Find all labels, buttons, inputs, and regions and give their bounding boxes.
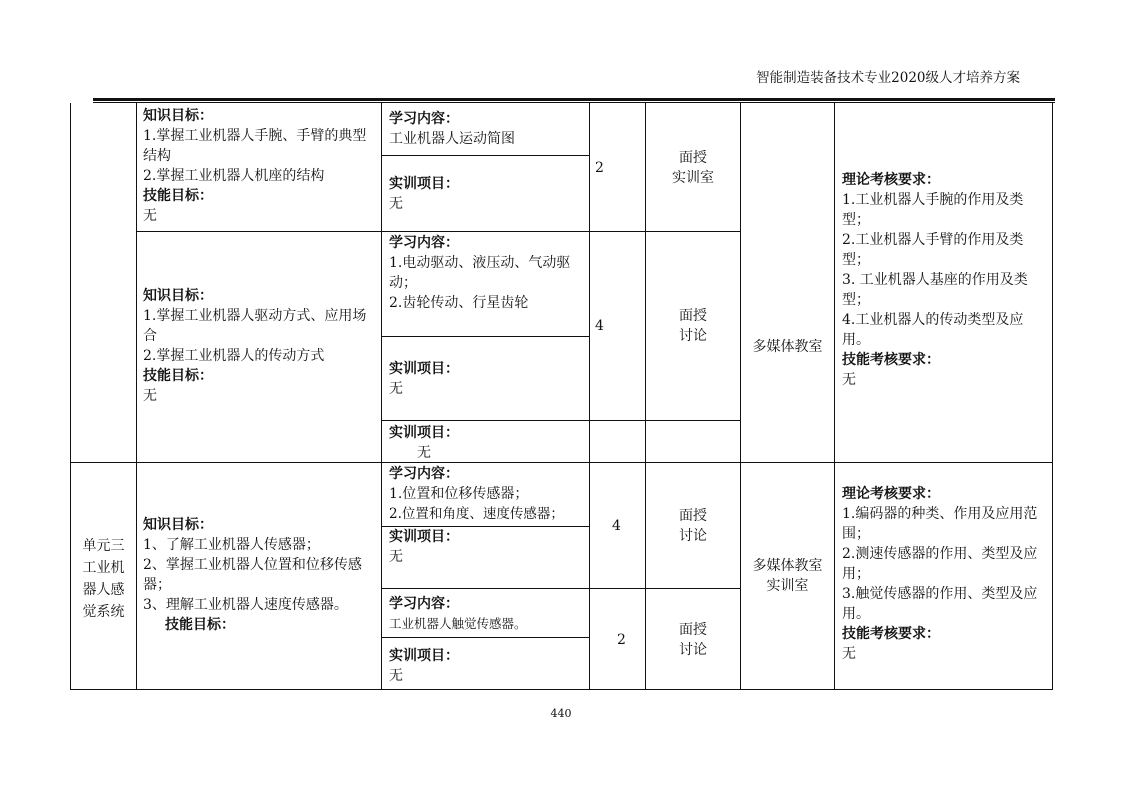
row2-training-extra bbox=[389, 423, 587, 463]
knowledge-goal-label: 知识目标： bbox=[143, 288, 213, 304]
content-item: 1.位置和位移传感器； bbox=[389, 486, 529, 502]
col-line bbox=[589, 103, 590, 690]
content-item: 2.齿轮传动、行星齿轮 bbox=[389, 295, 529, 311]
training-text: 无 bbox=[389, 549, 403, 565]
col-line bbox=[740, 103, 741, 690]
method-line: 讨论 bbox=[679, 528, 707, 544]
theory-assessment-label: 理论考核要求： bbox=[842, 172, 940, 188]
method-line: 讨论 bbox=[679, 328, 707, 344]
unit3-part1-content bbox=[389, 464, 587, 524]
training-text: 无 bbox=[389, 381, 403, 397]
skill-assessment-text: 无 bbox=[842, 372, 856, 388]
skill-goal-label: 技能目标： bbox=[143, 188, 213, 204]
document-header-title: 智能制造装备技术专业2020级人才培养方案 bbox=[756, 70, 1020, 86]
venue-line: 多媒体教室 bbox=[752, 558, 823, 574]
unit3-venue bbox=[741, 556, 834, 596]
theory-item: 3. 工业机器人基座的作用及类型； bbox=[842, 272, 1028, 308]
content-label: 学习内容： bbox=[389, 596, 459, 612]
knowledge-goal-label: 知识目标： bbox=[143, 108, 213, 124]
skill-goal-label: 技能目标： bbox=[165, 617, 235, 633]
row-line bbox=[381, 420, 741, 421]
training-label: 实训项目： bbox=[389, 361, 459, 377]
row2-objectives bbox=[143, 286, 379, 406]
theory-item: 3.触觉传感器的作用、类型及应用。 bbox=[842, 586, 1038, 622]
row-line bbox=[136, 231, 741, 232]
unit3-part2-hours: 2 bbox=[617, 632, 626, 648]
unit-name-line: 工业机 bbox=[82, 560, 125, 576]
venue-line: 实训室 bbox=[766, 578, 809, 594]
row1-objectives bbox=[143, 106, 379, 226]
unit3-part1-method bbox=[646, 506, 740, 546]
unit3-name bbox=[71, 535, 136, 623]
unit-name-line: 器人感 bbox=[82, 582, 125, 598]
training-label: 实训项目： bbox=[389, 648, 459, 664]
unit3-part1-hours: 4 bbox=[612, 518, 621, 534]
knowledge-item: 3、理解工业机器人速度传感器。 bbox=[143, 597, 348, 613]
skill-goal-label: 技能目标： bbox=[143, 368, 213, 384]
header-rule-thick bbox=[93, 98, 1055, 101]
method-line: 面授 bbox=[679, 508, 707, 524]
skill-goal-text: 无 bbox=[143, 208, 157, 224]
unit3-objectives bbox=[143, 515, 379, 635]
row-line bbox=[381, 637, 590, 638]
theory-item: 2.工业机器人手臂的作用及类型； bbox=[842, 232, 1024, 268]
row1-content bbox=[389, 109, 587, 149]
training-text: 无 bbox=[389, 196, 403, 212]
unit-name-line: 觉系统 bbox=[82, 604, 125, 620]
theory-item: 2.测速传感器的作用、类型及应用； bbox=[842, 546, 1038, 582]
unit3-part1-training bbox=[389, 527, 587, 567]
col-line bbox=[381, 103, 382, 690]
training-text: 无 bbox=[389, 668, 403, 684]
table-border-bottom bbox=[70, 689, 1053, 690]
training-text: 无 bbox=[417, 445, 431, 461]
row-line bbox=[381, 336, 590, 337]
row2-training bbox=[389, 359, 587, 399]
training-label: 实训项目： bbox=[389, 529, 459, 545]
skill-assessment-text: 无 bbox=[842, 646, 856, 662]
method-line: 面授 bbox=[679, 150, 707, 166]
unit3-assessment bbox=[842, 484, 1050, 664]
unit3-part2-training bbox=[389, 646, 587, 686]
content-item: 2.位置和角度、速度传感器； bbox=[389, 506, 564, 522]
row1-hours: 2 bbox=[595, 160, 604, 176]
knowledge-item: 2、掌握工业机器人位置和位移传感器； bbox=[143, 557, 362, 593]
theory-item: 1.工业机器人手腕的作用及类型； bbox=[842, 192, 1024, 228]
row2-method bbox=[646, 306, 740, 346]
method-line: 讨论 bbox=[679, 642, 707, 658]
method-line: 实训室 bbox=[672, 170, 714, 186]
col-line bbox=[834, 103, 835, 690]
method-line: 面授 bbox=[679, 308, 707, 324]
knowledge-item: 2.掌握工业机器人的传动方式 bbox=[143, 348, 325, 364]
col-line bbox=[645, 103, 646, 690]
content-text: 工业机器人触觉传感器。 bbox=[389, 616, 527, 631]
row1-2-assessment bbox=[842, 170, 1050, 390]
knowledge-item: 1.掌握工业机器人手腕、手臂的典型结构 bbox=[143, 128, 367, 164]
table-border-right bbox=[1052, 103, 1053, 690]
content-label: 学习内容： bbox=[389, 111, 459, 127]
row1-method bbox=[646, 148, 740, 188]
content-label: 学习内容： bbox=[389, 235, 459, 251]
row2-hours: 4 bbox=[595, 318, 604, 334]
unit-name-line: 单元三 bbox=[82, 538, 125, 554]
page-number: 440 bbox=[550, 707, 572, 720]
content-label: 学习内容： bbox=[389, 466, 459, 482]
skill-goal-text: 无 bbox=[143, 388, 157, 404]
knowledge-goal-label: 知识目标： bbox=[143, 517, 213, 533]
row1-training bbox=[389, 174, 587, 214]
col-line bbox=[136, 103, 137, 690]
skill-assessment-label: 技能考核要求： bbox=[842, 352, 940, 368]
knowledge-item: 2.掌握工业机器人机座的结构 bbox=[143, 168, 325, 184]
training-label: 实训项目： bbox=[389, 176, 459, 192]
content-item: 1.电动驱动、液压动、气动驱动； bbox=[389, 255, 571, 291]
method-line: 面授 bbox=[679, 622, 707, 638]
knowledge-item: 1、了解工业机器人传感器； bbox=[143, 537, 320, 553]
theory-item: 1.编码器的种类、作用及应用范围； bbox=[842, 506, 1038, 542]
row1-2-venue: 多媒体教室 bbox=[752, 339, 823, 355]
row2-content bbox=[389, 233, 587, 313]
content-text: 工业机器人运动简图 bbox=[389, 131, 515, 147]
row-line bbox=[381, 588, 741, 589]
row-line bbox=[381, 155, 590, 156]
header-rule-thin bbox=[93, 102, 1055, 103]
skill-assessment-label: 技能考核要求： bbox=[842, 626, 940, 642]
training-label: 实训项目： bbox=[389, 425, 459, 441]
theory-assessment-label: 理论考核要求： bbox=[842, 486, 940, 502]
unit3-part2-content bbox=[389, 594, 587, 634]
knowledge-item: 1.掌握工业机器人驱动方式、应用场合 bbox=[143, 308, 367, 344]
theory-item: 4.工业机器人的传动类型及应用。 bbox=[842, 312, 1024, 348]
unit3-part2-method bbox=[646, 620, 740, 660]
